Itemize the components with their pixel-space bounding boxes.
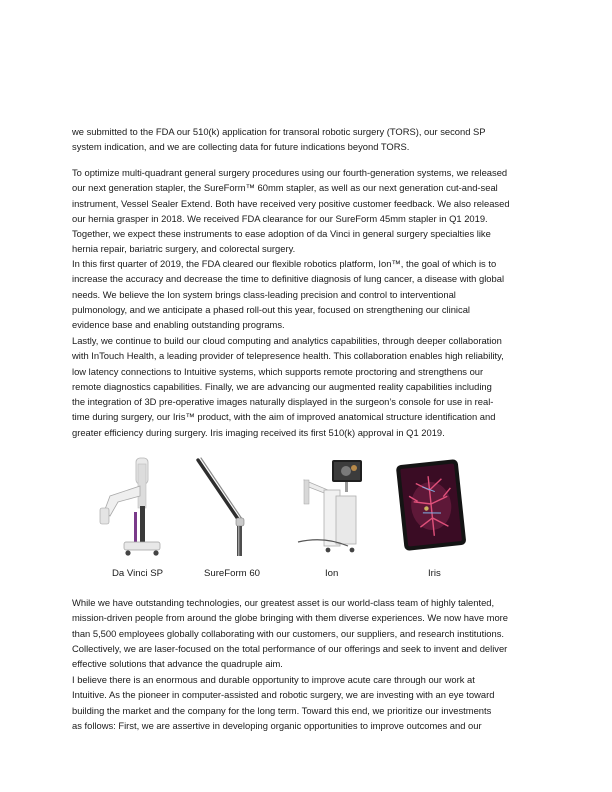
caption-sureform-60: SureForm 60 bbox=[204, 568, 260, 579]
caption-da-vinci-sp: Da Vinci SP bbox=[112, 568, 164, 579]
text-line: our next generation stapler, the SureForm™ 60mm stapler, as well as our next generation cut-and-seal bbox=[72, 182, 498, 194]
text-line: While we have outstanding technologies, our greatest asset is our world-class team of highly talented, bbox=[72, 597, 495, 608]
text-line: mission-driven people from around the globe bringing with them diverse experiences. We now have more bbox=[72, 612, 508, 624]
text-line: effective solutions that advance the quadruple aim. bbox=[72, 658, 283, 670]
text-line: To optimize multi-quadrant general surgery procedures using our fourth-generation systems, we released bbox=[72, 167, 508, 178]
text-line: evidence base and enabling outstanding programs. bbox=[72, 319, 285, 331]
text-line: I believe there is an enormous and durable opportunity to improve acute care through our work at bbox=[72, 674, 475, 685]
paragraph-cloud bbox=[72, 333, 542, 440]
da-vinci-sp-image bbox=[96, 456, 166, 558]
text-line: our hernia grasper in 2018. We received FDA clearance for our SureForm 45mm stapler in Q1 2019. bbox=[72, 212, 488, 224]
paragraph-opportunity bbox=[72, 672, 542, 733]
text-line: increase the accuracy and decrease the time to definitive diagnosis of lung cancer, a disease with global bbox=[72, 273, 505, 285]
text-line: In this first quarter of 2019, the FDA cleared our flexible robotics platform, Ion™, the goal of which is to bbox=[72, 258, 497, 269]
text-line: greater efficiency during surgery. Iris imaging received its first 510(k) approval in Q1 2019. bbox=[72, 426, 445, 438]
text-line: remote diagnostics capabilities. Finally, we are advancing our augmented reality capabilities including bbox=[72, 380, 492, 392]
text-line: building the market and the company for the long term. Toward this end, we prioritize our investments bbox=[72, 704, 492, 716]
text-line: Intuitive. As the pioneer in computer-assisted and robotic surgery, we are investing with an eye toward bbox=[72, 689, 495, 701]
text-line: pulmonology, and we anticipate a phased roll-out this year, focused on strengthening our clinical bbox=[72, 303, 470, 315]
text-line: Collectively, we are laser-focused on the total performance of our offerings and seek to invent and deliver bbox=[72, 642, 508, 654]
text-line: with InTouch Health, a leading provider of telepresence health. This collaboration enables high reliability, bbox=[72, 350, 504, 362]
text-line: as follows: First, we are assertive in developing organic opportunities to improve outcomes and our bbox=[72, 719, 482, 731]
paragraph-team bbox=[72, 595, 542, 671]
paragraph-ion bbox=[72, 256, 542, 332]
text-line: instrument, Vessel Sealer Extend. Both have received very positive customer feedback. We also released bbox=[72, 197, 510, 209]
text-line: hernia repair, bariatric surgery, and colorectal surgery. bbox=[72, 243, 296, 255]
text-line: than 5,500 employees globally collaborating with our customers, our suppliers, and research institutions. bbox=[72, 627, 505, 639]
text-line: time during surgery, our Iris™ product, with the aim of improved anatomical structure identification and bbox=[72, 411, 496, 423]
text-line: Together, we expect these instruments to ease adoption of da Vinci in general surgery specialties like bbox=[72, 228, 491, 240]
product-figure bbox=[72, 456, 542, 588]
text-line: low latency connections to Intuitive systems, which supports remote proctoring and strengthens our bbox=[72, 365, 484, 377]
text-line: the integration of 3D pre-operative images naturally displayed in the surgeon’s console for use in real- bbox=[72, 396, 494, 408]
ion-image bbox=[288, 456, 366, 558]
text-line: we submitted to the FDA our 510(k) application for transoral robotic surgery (TORS), our second SP bbox=[72, 126, 486, 137]
text-line: system indication, and we are collecting data for future indications beyond TORS. bbox=[72, 141, 410, 153]
caption-iris: Iris bbox=[428, 568, 441, 579]
paragraph-general-surgery bbox=[72, 165, 542, 257]
text-line: Lastly, we continue to build our cloud computing and analytics capabilities, through deeper collaboration bbox=[72, 335, 502, 346]
paragraph-tors bbox=[72, 124, 542, 155]
sureform-60-image bbox=[192, 456, 252, 558]
text-line: needs. We believe the Ion system brings class-leading precision and control to interventional bbox=[72, 288, 456, 300]
iris-image bbox=[396, 456, 466, 558]
caption-ion: Ion bbox=[325, 568, 339, 579]
